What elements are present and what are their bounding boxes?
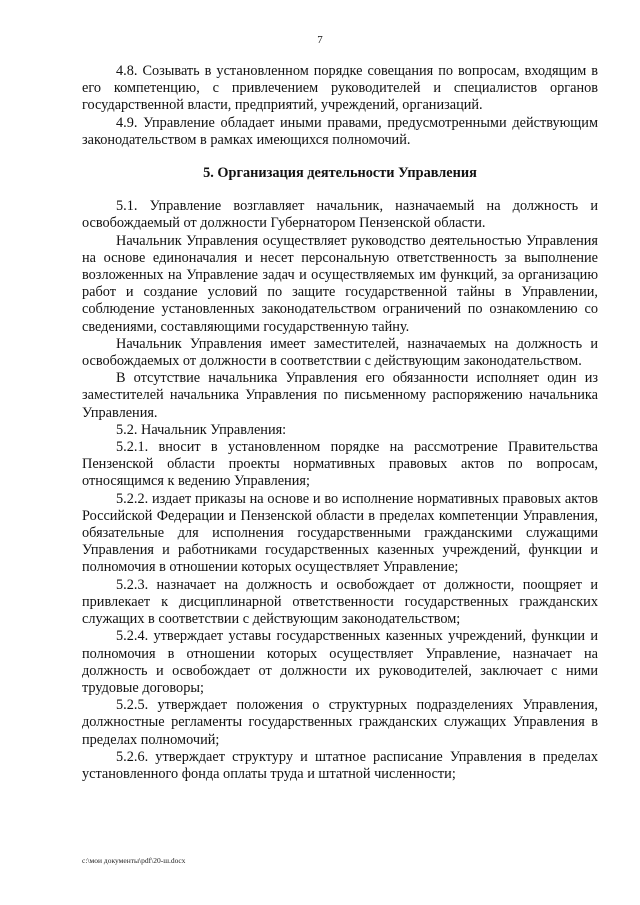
paragraph-5-2-1: 5.2.1. вносит в установленном порядке на рассмотрение Правительства Пензенской области проекты нормативных правовых актов по вопросам, относящимся к ведению Управления; (82, 439, 598, 490)
paragraph-4-8: 4.8. Созывать в установленном порядке совещания по вопросам, входящим в его компетенцию, с привлечением руководителей и специалистов органов государственной власти, предприятий, учреждений, организаций. (82, 63, 598, 114)
paragraph-4-9: 4.9. Управление обладает иными правами, предусмотренными действующим законодательством в рамках имеющихся полномочий. (82, 114, 598, 148)
page-number: 7 (317, 34, 323, 46)
paragraph-5-2-2: 5.2.2. издает приказы на основе и во исполнение нормативных правовых актов Российской Федерации и Пензенской области в пределах компетенции Управления, обязательные для исполнения государственными гражданскими служащими Управления и работниками государственных казенных учреждений, функции и полномочия в отношении которых осуществляет Управление; (82, 490, 598, 576)
paragraph-head-responsibility: Начальник Управления осуществляет руководство деятельностью Управления на основе единоначалия и несет персональную ответственность за выполнение возложенных на Управление задач и осуществляемых им функций, за организацию работ и создание условий по защите государственной тайны в Управлении, соблюдение установленных законодательством ограничений по ознакомлению со сведениями, составляющими государственную тайну. (82, 232, 598, 335)
paragraph-5-2-5: 5.2.5. утверждает положения о структурных подразделениях Управления, должностные регламенты государственных гражданских служащих Управления в пределах полномочий; (82, 697, 598, 748)
paragraph-5-2-4: 5.2.4. утверждает уставы государственных казенных учреждений, функции и полномочия в отношении которых осуществляет Управление, назначает на должность и освобождает от должности их руководителей, заключает с ними трудовые договоры; (82, 628, 598, 696)
paragraph-5-2-6: 5.2.6. утверждает структуру и штатное расписание Управления в пределах установленного фонда оплаты труда и штатной численности; (82, 748, 598, 782)
paragraph-5-1: 5.1. Управление возглавляет начальник, назначаемый на должность и освобождаемый от должности Губернатором Пензенской области. (82, 198, 598, 232)
paragraph-absence: В отсутствие начальника Управления его обязанности исполняет один из заместителей начальника Управления по письменному распоряжению начальника Управления. (82, 370, 598, 421)
paragraph-deputies: Начальник Управления имеет заместителей, назначаемых на должность и освобождаемых от должности в соответствии с действующим законодательством. (82, 335, 598, 370)
file-path-footer: c:\мои документы\pdf\20-ш.docx (82, 856, 186, 865)
document-body (82, 63, 598, 783)
paragraph-5-2-3: 5.2.3. назначает на должность и освобождает от должности, поощряет и привлекает к дисциплинарной ответственности государственных гражданских служащих в соответствии с действующим законодательством; (82, 576, 598, 628)
section-heading: 5. Организация деятельности Управления (203, 165, 477, 182)
paragraph-5-2: 5.2. Начальник Управления: (116, 421, 287, 438)
